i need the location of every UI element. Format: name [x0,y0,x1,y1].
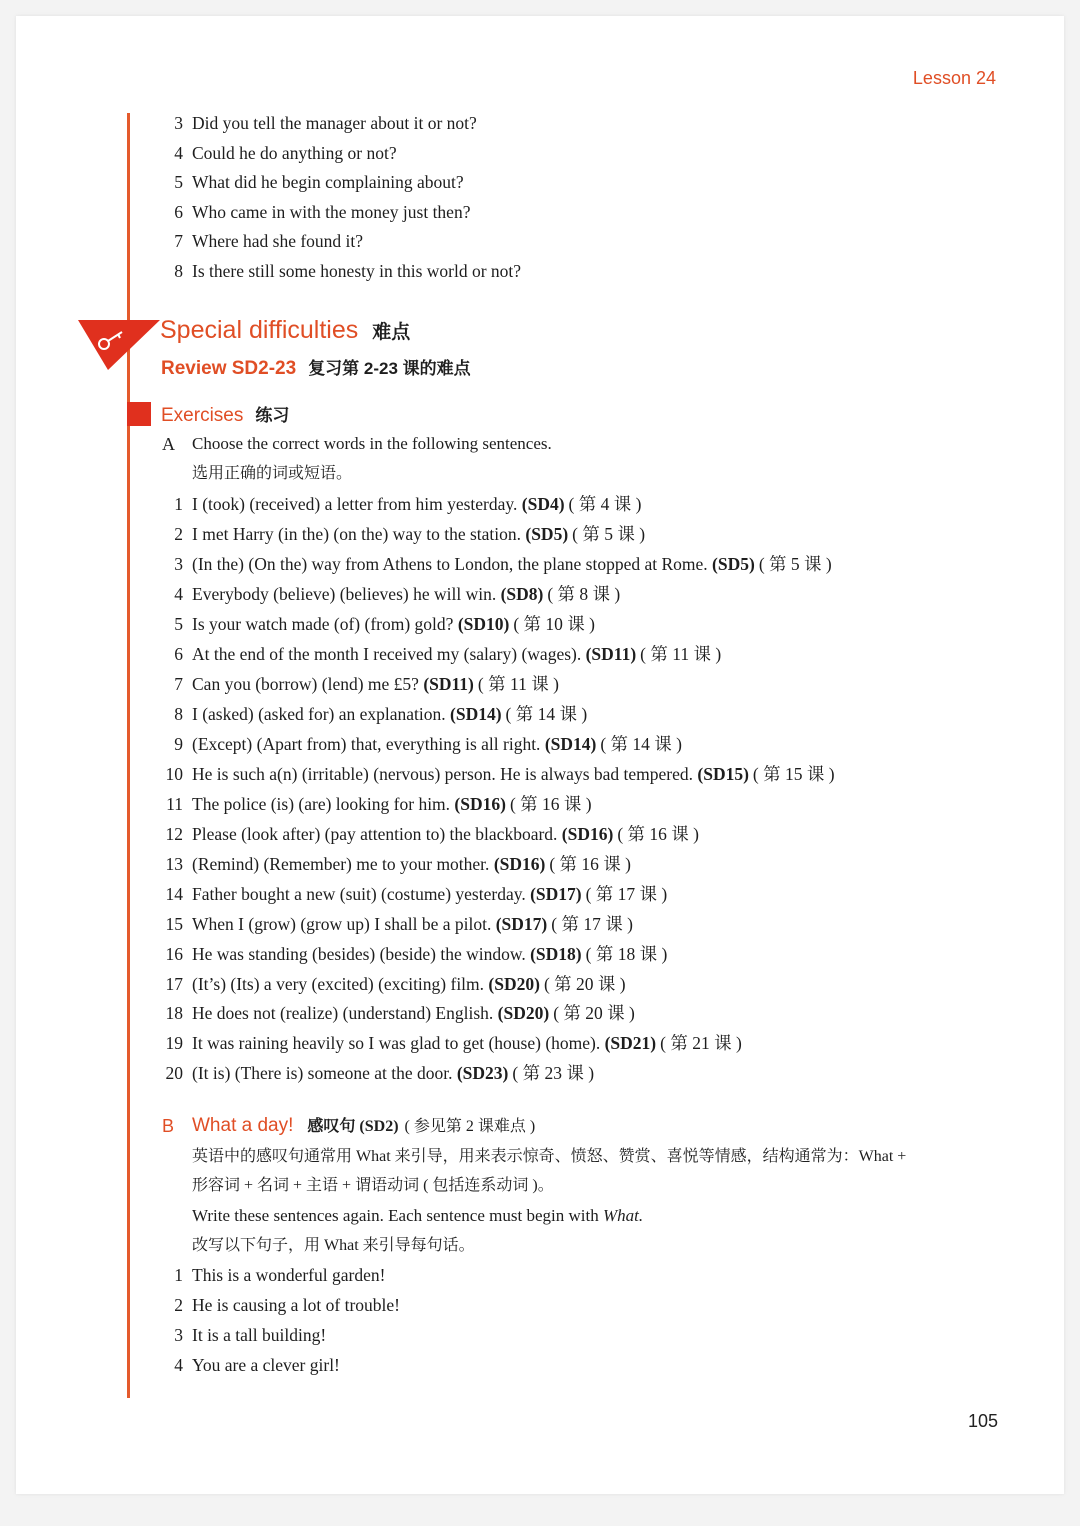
item-text: When I (grow) (grow up) I shall be a pilot. [192,914,492,934]
list-item [156,519,645,549]
item-code: (SD16) [561,824,614,844]
item-number: 17 [165,974,183,994]
item-text: Can you (borrow) (lend) me £5? [192,674,419,694]
section-b-code: (SD2) [359,1118,399,1135]
item-code: (SD21) [604,1033,657,1053]
question-text: Where had she found it? [192,231,364,251]
review-title: Review SD2-23 [161,358,297,379]
item-code: (SD20) [488,974,540,994]
exercises-heading [161,401,289,427]
section-b-desc-zh-1: 英语中的感叹句通常用 What 来引导，用来表示惊奇、愤怒、赞赏、喜悦等情感，结构通常为：What + [192,1148,907,1165]
item-ref: ( 第 4 课 ) [568,494,642,514]
section-b-ref: ( 参见第 2 课难点 ) [404,1118,536,1135]
item-code: (SD20) [497,1003,550,1023]
item-number: 10 [165,764,183,784]
list-item [156,759,835,789]
item-number: 13 [165,854,183,874]
item-code: (SD18) [530,944,582,964]
item-number: 15 [165,914,183,934]
item-number: 11 [166,794,183,814]
question-number: 4 [174,143,183,163]
item-text: It is a tall building! [192,1325,327,1345]
item-text: I (took) (received) a letter from him yesterday. [192,494,518,514]
textbook-page [16,16,1064,1494]
question-text: Could he do anything or not? [192,143,397,163]
section-b-heading [192,1111,535,1141]
item-code: (SD5) [712,554,755,574]
question-text: What did he begin complaining about? [192,172,464,192]
item-ref: ( 第 14 课 ) [505,704,588,724]
item-text: Is your watch made (of) (from) gold? [192,614,454,634]
list-item [156,1058,594,1088]
item-number: 7 [174,674,183,694]
item-code: (SD11) [423,674,474,694]
item-number: 2 [174,524,183,544]
item-text: (Except) (Apart from) that, everything is all right. [192,734,541,754]
item-number: 14 [165,884,183,904]
list-item [156,579,620,609]
item-ref: ( 第 8 课 ) [547,584,621,604]
lesson-header: Lesson 24 [912,68,996,88]
list-item [156,1320,326,1350]
item-code: (SD17) [530,884,582,904]
list-item [156,549,832,579]
item-ref: ( 第 20 课 ) [553,1003,635,1023]
item-number: 6 [174,644,183,664]
item-code: (SD10) [457,614,510,634]
item-ref: ( 第 16 课 ) [549,854,631,874]
list-item [156,1028,742,1058]
item-ref: ( 第 11 课 ) [477,674,559,694]
list-item [156,849,631,879]
item-number: 5 [174,614,183,634]
item-ref: ( 第 17 课 ) [585,884,668,904]
margin-rule [127,113,130,1398]
item-number: 1 [174,494,183,514]
item-ref: ( 第 16 课 ) [617,824,699,844]
item-number: 3 [174,554,183,574]
item-code: (SD17) [495,914,548,934]
section-b-instruction [192,1201,643,1231]
list-item [156,669,559,699]
item-text: (It’s) (Its) a very (excited) (exciting) film. [192,974,485,994]
section-a-letter: A [162,434,175,454]
item-ref: ( 第 20 课 ) [543,974,626,994]
item-text: It was raining heavily so I was glad to get (house) (home). [192,1033,601,1053]
item-ref: ( 第 5 课 ) [758,554,832,574]
section-b-instruction-text: Write these sentences again. Each sentence must begin with [192,1206,603,1225]
question-number: 6 [174,202,183,222]
item-text: (It is) (There is) someone at the door. [192,1063,453,1083]
list-item [156,789,592,819]
question-text: Who came in with the money just then? [192,202,471,222]
item-number: 4 [174,584,183,604]
item-text: Please (look after) (pay attention to) the blackboard. [192,824,558,844]
item-ref: ( 第 14 课 ) [600,734,682,754]
item-text: (In the) (On the) way from Athens to London, the plane stopped at Rome. [192,554,708,574]
list-item [156,998,635,1028]
special-title-zh: 难点 [372,322,411,343]
special-difficulties-heading [160,316,410,345]
question-number: 5 [174,172,183,192]
item-text: He was standing (besides) (beside) the window. [192,944,526,964]
item-ref: ( 第 11 课 ) [640,644,722,664]
list-item [156,969,626,999]
item-number: 2 [174,1295,183,1315]
item-ref: ( 第 23 课 ) [512,1063,595,1083]
list-item [156,1350,340,1380]
key-icon [78,320,160,370]
list-item [156,1260,385,1290]
list-item [156,639,721,669]
item-ref: ( 第 18 课 ) [585,944,668,964]
section-b-title-zh: 感叹句 [307,1118,356,1135]
exercises-title-zh: 练习 [255,406,290,425]
item-ref: ( 第 5 课 ) [572,524,646,544]
item-ref: ( 第 15 课 ) [752,764,835,784]
item-code: (SD11) [585,644,637,664]
item-number: 1 [174,1265,183,1285]
review-title-zh: 复习第 2-23 课的难点 [308,359,471,378]
item-code: (SD14) [544,734,597,754]
question-line [156,226,363,256]
section-b-letter: B [162,1116,175,1136]
list-item [156,699,587,729]
item-code: (SD16) [493,854,546,874]
item-text: He is such a(n) (irritable) (nervous) person. He is always bad tempered. [192,764,694,784]
list-item [156,609,595,639]
exercises-title: Exercises [161,405,244,426]
item-number: 8 [174,704,183,724]
item-ref: ( 第 21 课 ) [660,1033,742,1053]
item-number: 12 [165,824,183,844]
item-number: 3 [174,1325,183,1345]
section-b-instruction-zh: 改写以下句子，用 What 来引导每句话。 [192,1237,475,1254]
list-item [156,879,667,909]
question-line [156,108,477,138]
question-number: 7 [174,231,183,251]
section-b-desc-zh-2: 形容词 + 名词 + 主语 + 谓语动词 ( 包括连系动词 )。 [192,1177,554,1194]
list-item [156,909,633,939]
item-ref: ( 第 10 课 ) [513,614,595,634]
question-line [156,167,464,197]
item-code: (SD23) [456,1063,509,1083]
question-line [156,197,470,227]
item-number: 16 [165,944,183,964]
question-number: 8 [174,261,183,281]
section-a-instruction: Choose the correct words in the following sentences. [192,434,552,453]
list-item [156,939,667,969]
list-item [156,1290,400,1320]
item-text: He is causing a lot of trouble! [192,1295,401,1315]
item-text: This is a wonderful garden! [192,1265,386,1285]
item-text: At the end of the month I received my (salary) (wages). [192,644,582,664]
list-item [156,729,682,759]
question-number: 3 [174,113,183,133]
item-ref: ( 第 16 课 ) [509,794,592,814]
item-ref: ( 第 17 课 ) [551,914,633,934]
item-code: (SD4) [521,494,565,514]
item-text: (Remind) (Remember) me to your mother. [192,854,490,874]
item-code: (SD14) [450,704,502,724]
item-number: 19 [165,1033,183,1053]
item-code: (SD15) [697,764,749,784]
section-b-instruction-word: What. [602,1206,644,1225]
item-text: You are a clever girl! [192,1355,340,1375]
section-b-title: What a day! [192,1115,294,1136]
question-line [156,256,521,286]
item-code: (SD8) [500,584,544,604]
review-heading [161,354,471,380]
item-text: The police (is) (are) looking for him. [192,794,451,814]
item-number: 9 [174,734,183,754]
item-code: (SD5) [525,524,569,544]
item-text: Father bought a new (suit) (costume) yesterday. [192,884,526,904]
exercises-marker [127,402,151,426]
question-line [156,138,397,168]
section-a-instruction-zh: 选用正确的词或短语。 [192,465,353,482]
item-number: 18 [165,1003,183,1023]
page-number: 105 [967,1411,998,1431]
item-text: I met Harry (in the) (on the) way to the station. [192,524,521,544]
item-text: I (asked) (asked for) an explanation. [192,704,446,724]
list-item [156,819,699,849]
item-text: Everybody (believe) (believes) he will win. [192,584,497,604]
item-code: (SD16) [454,794,506,814]
list-item [156,489,641,519]
item-number: 20 [165,1063,183,1083]
question-text: Is there still some honesty in this world or not? [192,261,522,281]
question-text: Did you tell the manager about it or not? [192,113,477,133]
item-number: 4 [174,1355,183,1375]
special-title: Special difficulties [160,316,359,344]
item-text: He does not (realize) (understand) English. [192,1003,494,1023]
